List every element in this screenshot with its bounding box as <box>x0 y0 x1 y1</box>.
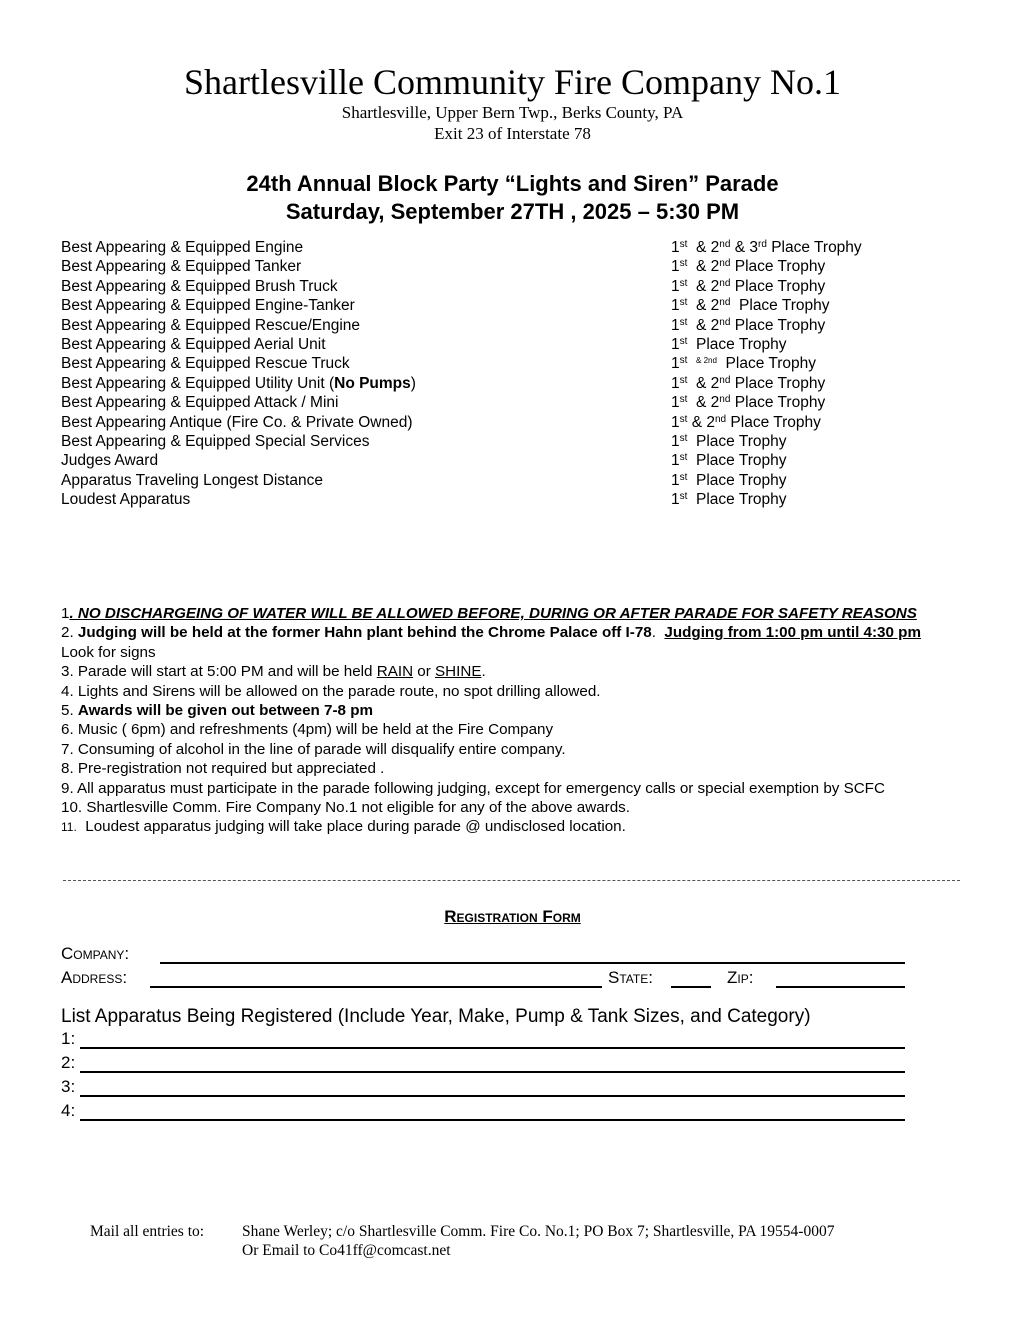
award-prize: 1st Place Trophy <box>671 432 787 450</box>
award-prize: 1st Place Trophy <box>671 471 787 489</box>
award-prize: 1st $^{\& 2nd}$ Place Trophy <box>671 355 817 373</box>
award-category: Best Appearing & Equipped Aerial Unit <box>61 335 326 353</box>
award-row <box>61 316 961 335</box>
rule-6: 6. Music ( 6pm) and refreshments (4pm) will be held at the Fire Company <box>61 721 554 739</box>
apparatus-field-3[interactable] <box>80 1095 905 1097</box>
award-row <box>61 296 961 315</box>
rule-5: 5. Awards will be given out between 7-8 pm <box>61 702 374 720</box>
company-label: Company: <box>61 944 130 963</box>
award-category: Best Appearing & Equipped Engine-Tanker <box>61 297 355 315</box>
address-label: Address: <box>61 968 128 987</box>
registration-form-title: Registration Form <box>444 907 581 926</box>
award-category: Best Appearing Antique (Fire Co. & Private Owned) <box>61 413 413 431</box>
award-row <box>61 471 961 490</box>
award-row <box>61 432 961 451</box>
rule-3: 3. Parade will start at 5:00 PM and will be held RAIN or SHINE. <box>61 663 486 681</box>
company-field[interactable] <box>160 962 905 964</box>
apparatus-field-4[interactable] <box>80 1119 905 1121</box>
letterhead <box>0 62 1025 144</box>
mail-address: Shane Werley; c/o Shartlesville Comm. Fire Co. No.1; PO Box 7; Shartlesville, PA 19554-0007 <box>242 1223 835 1240</box>
award-row <box>61 238 961 257</box>
event-heading <box>0 170 1025 226</box>
award-prize: 1st Place Trophy <box>671 491 787 509</box>
event-date: Saturday, September 27TH , 2025 – 5:30 PM <box>285 199 740 224</box>
award-prize: 1st & 2nd Place Trophy <box>671 394 826 412</box>
award-prize: 1st & 2nd Place Trophy <box>671 374 826 392</box>
section-divider <box>63 880 960 881</box>
award-category: Loudest Apparatus <box>61 491 191 509</box>
award-category: Best Appearing & Equipped Engine <box>61 239 304 256</box>
rule-7: 7. Consuming of alcohol in the line of parade will disqualify entire company. <box>61 740 566 758</box>
award-category: Best Appearing & Equipped Rescue/Engine <box>61 316 361 334</box>
zip-field[interactable] <box>776 986 905 988</box>
award-prize: 1st & 2nd & 3rd Place Trophy <box>671 239 862 256</box>
mail-email: Or Email to Co41ff@comcast.net <box>242 1242 451 1259</box>
award-prize: 1st & 2nd Place Trophy <box>671 297 830 315</box>
apparatus-list-title: List Apparatus Being Registered (Include Year, Make, Pump & Tank Sizes, and Category) <box>61 1006 811 1027</box>
award-category: Best Appearing & Equipped Special Services <box>61 432 370 450</box>
state-field[interactable] <box>671 986 711 988</box>
award-prize: 1st & 2nd Place Trophy <box>671 413 821 431</box>
rules-list <box>61 604 951 838</box>
award-row <box>61 413 961 432</box>
rule-9: 9. All apparatus must participate in the parade following judging, except for emergency calls or special exemption by SCFC <box>61 779 885 797</box>
organization-title: Shartlesville Community Fire Company No.1 <box>184 62 841 102</box>
apparatus-line-label-4: 4: <box>61 1101 76 1120</box>
award-prize: 1st & 2nd Place Trophy <box>671 258 826 276</box>
award-prize: 1st & 2nd Place Trophy <box>671 316 826 334</box>
rule-11: 11. Loudest apparatus judging will take place during parade @ undisclosed location. <box>61 818 626 836</box>
award-category: Apparatus Traveling Longest Distance <box>61 471 323 489</box>
award-category: Best Appearing & Equipped Brush Truck <box>61 277 338 295</box>
rule-10: 10. Shartlesville Comm. Fire Company No.1 not eligible for any of the above awards. <box>61 799 630 817</box>
award-category: Best Appearing & Equipped Utility Unit (No Pumps) <box>61 374 416 392</box>
zip-label: Zip: <box>727 968 754 987</box>
address-field[interactable] <box>150 986 602 988</box>
award-category: Judges Award <box>61 452 159 470</box>
award-category: Best Appearing & Equipped Attack / Mini <box>61 394 339 412</box>
award-row <box>61 335 961 354</box>
award-category: Best Appearing & Equipped Tanker <box>61 258 302 276</box>
award-prize: 1st Place Trophy <box>671 452 787 470</box>
rule-8: 8. Pre-registration not required but appreciated . <box>61 760 385 778</box>
apparatus-line-label-1: 1: <box>61 1029 76 1048</box>
apparatus-field-1[interactable] <box>80 1047 905 1049</box>
apparatus-line-label-3: 3: <box>61 1077 76 1096</box>
award-row <box>61 451 961 470</box>
award-row <box>61 277 961 296</box>
award-row <box>61 374 961 393</box>
award-prize: 1st & 2nd Place Trophy <box>671 277 826 295</box>
rule-2: 2. Judging will be held at the former Hahn plant behind the Chrome Palace off I-78. Judging from 1:00 pm until 4:30 pm Look for signs <box>61 624 921 661</box>
organization-exit: Exit 23 of Interstate 78 <box>434 124 591 143</box>
award-prize: 1st Place Trophy <box>671 335 787 353</box>
state-label: State: <box>608 968 653 987</box>
award-row <box>61 257 961 276</box>
rule-4: 4. Lights and Sirens will be allowed on the parade route, no spot drilling allowed. <box>61 682 601 700</box>
award-category: Best Appearing & Equipped Rescue Truck <box>61 355 350 373</box>
award-row <box>61 490 961 509</box>
organization-location: Shartlesville, Upper Bern Twp., Berks County, PA <box>341 103 684 122</box>
rule-1: 1. NO DISCHARGEING OF WATER WILL BE ALLOWED BEFORE, DURING OR AFTER PARADE FOR SAFETY REASONS <box>61 605 917 622</box>
awards-list <box>61 238 961 509</box>
event-name: 24th Annual Block Party “Lights and Siren” Parade <box>246 171 779 196</box>
award-row <box>61 393 961 412</box>
apparatus-line-label-2: 2: <box>61 1053 76 1072</box>
apparatus-field-2[interactable] <box>80 1071 905 1073</box>
mail-label: Mail all entries to: <box>90 1223 205 1240</box>
award-row <box>61 354 961 373</box>
